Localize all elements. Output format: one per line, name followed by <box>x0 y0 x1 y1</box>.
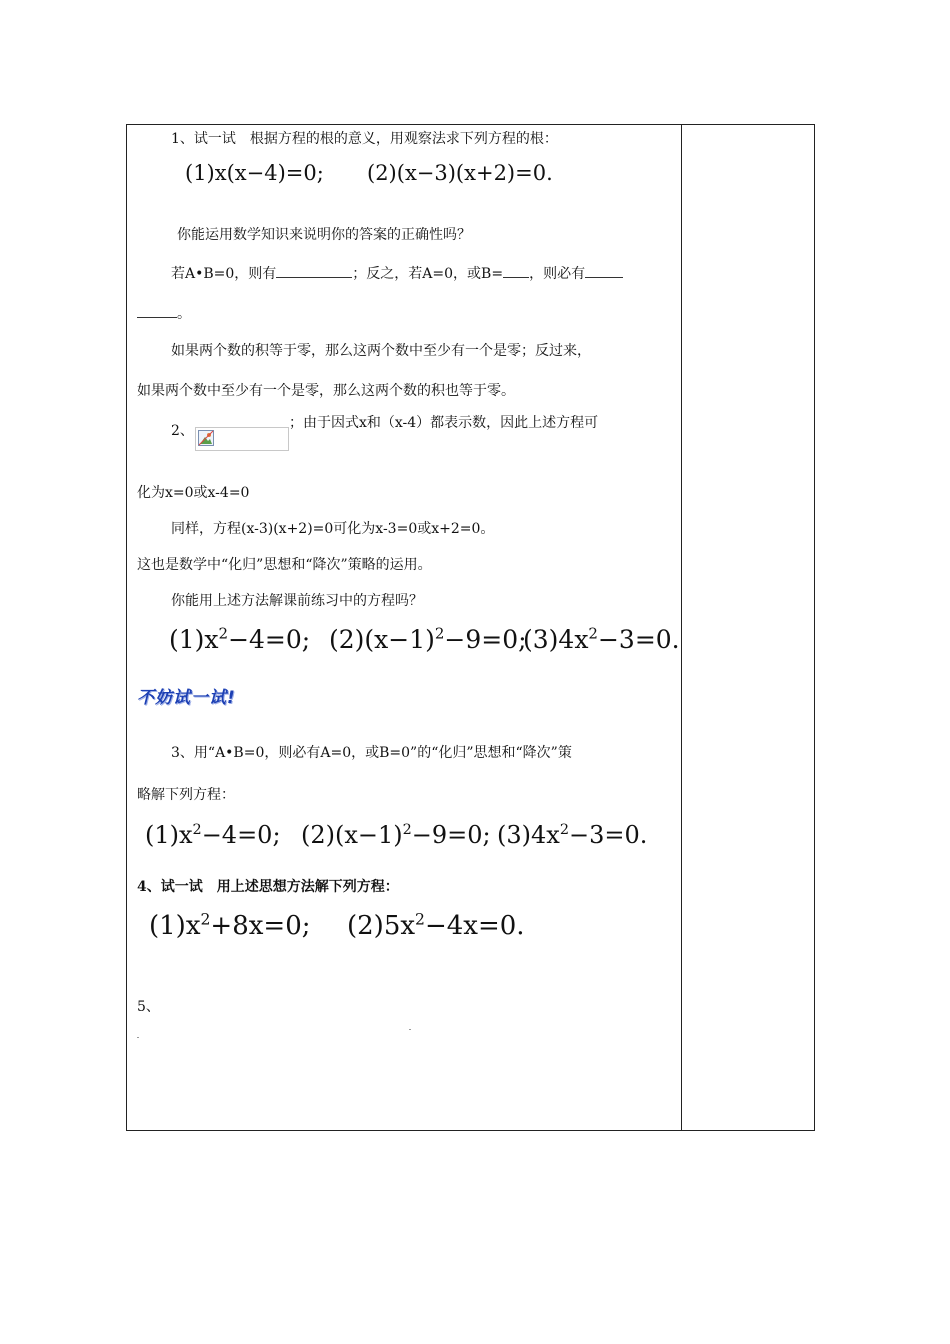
blank-text-2: ；反之，若A=0，或B= <box>352 266 504 282</box>
column-divider <box>681 125 682 1130</box>
equation-a3: $(3)4x^2-3=0$. <box>523 624 680 654</box>
section2-number: 2、 <box>171 423 194 439</box>
section1-question: 你能运用数学知识来说明你的答案的正确性吗？ <box>177 227 471 243</box>
equation-a2: $(2)(x-1)^2-9=0$; <box>329 624 527 654</box>
blank-end: 。 <box>177 306 191 322</box>
equation-c2: $(2)5x^2-4x=0$. <box>347 910 525 941</box>
try-it-banner: 不妨试一试! <box>137 688 236 708</box>
blank-3 <box>585 263 623 278</box>
section2-line2: 化为x=0或x-4=0 <box>137 485 250 501</box>
blank-text-1: 若A•B=0，则有 <box>171 266 277 282</box>
section1-intro: 1、试一试 根据方程的根的意义，用观察法求下列方程的根： <box>171 131 558 147</box>
broken-image-icon <box>198 430 214 446</box>
section1-blank-cont <box>137 303 191 324</box>
section5-number: 5、 <box>137 999 160 1015</box>
section1-blank-line <box>171 263 623 284</box>
equation-2: (2)(x−3)(x+2)=0. <box>367 161 553 185</box>
equation-b2: $(2)(x-1)^2-9=0$; <box>301 821 491 849</box>
section4-line1: 4、试一试 用上述思想方法解下列方程： <box>137 879 399 895</box>
section3-line1: 3、用“A•B=0，则必有A=0，或B=0”的“化归”思想和“降次”策 <box>171 745 572 761</box>
blank-4 <box>137 303 177 318</box>
broken-image-placeholder <box>195 427 289 451</box>
lesson-table <box>126 124 815 1131</box>
blank-text-3: ，则必有 <box>529 266 586 282</box>
stray-mark <box>409 1029 411 1030</box>
equation-c1: $(1)x^2+8x=0$; <box>149 910 311 941</box>
section2-text: ；由于因式x和（x-4）都表示数，因此上述方程可 <box>289 415 599 431</box>
stray-mark <box>137 1037 139 1038</box>
rule-line-2: 如果两个数中至少有一个是零，那么这两个数的积也等于零。 <box>137 383 515 399</box>
section2-line4: 这也是数学中“化归”思想和“降次”策略的运用。 <box>137 557 432 573</box>
equation-a1: $(1)x^2-4=0$; <box>169 624 311 654</box>
equation-b3: $(3)4x^2-3=0$. <box>497 821 648 849</box>
rule-line-1: 如果两个数的积等于零，那么这两个数中至少有一个是零；反过来， <box>171 343 591 359</box>
blank-2 <box>503 263 529 278</box>
blank-1 <box>276 263 352 278</box>
equation-b1: $(1)x^2-4=0$; <box>145 821 281 849</box>
equation-1: (1)x(x−4)=0; <box>185 161 324 185</box>
section2-line3: 同样，方程(x-3)(x+2)=0可化为x-3=0或x+2=0。 <box>171 521 495 537</box>
section3-line2: 略解下列方程： <box>137 787 235 803</box>
section2-line5: 你能用上述方法解课前练习中的方程吗？ <box>171 593 423 609</box>
